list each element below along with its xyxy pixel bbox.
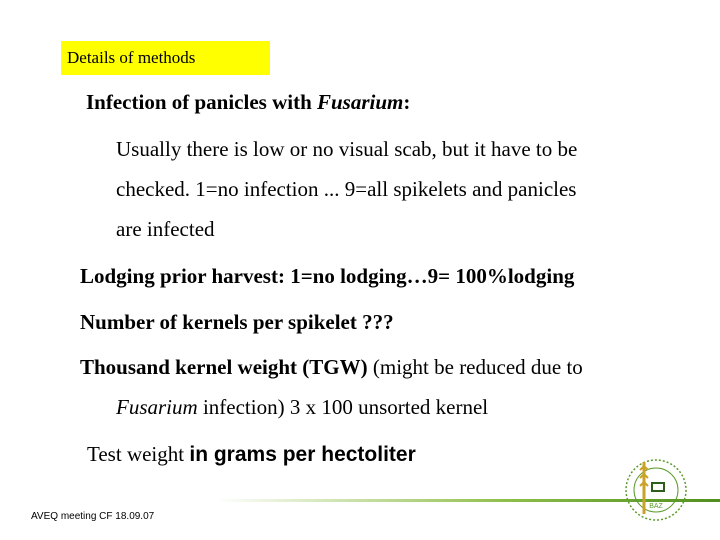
svg-text:BAZ: BAZ — [649, 503, 663, 510]
tgw-bold: Thousand kernel weight (TGW) — [80, 355, 368, 379]
test-weight-suffix: in grams per hectoliter — [189, 443, 416, 466]
test-weight-line — [87, 442, 416, 467]
section-label: Details of methods — [67, 48, 196, 67]
infection-heading-italic: Fusarium — [317, 90, 404, 114]
infection-heading — [86, 90, 410, 115]
kernels-line: Number of kernels per spikelet ??? — [80, 310, 394, 334]
tgw-line-2-rest: infection) 3 x 100 unsorted kernel — [197, 395, 489, 419]
infection-line-1: Usually there is low or no visual scab, but it have to be — [116, 137, 578, 161]
infection-line-2: checked. 1=no infection ... 9=all spikelets and panicles — [116, 177, 577, 201]
infection-line-3: are infected — [116, 217, 215, 241]
tgw-line-2 — [116, 395, 488, 420]
footer-accent-bar — [0, 499, 720, 502]
tgw-line-1 — [80, 355, 583, 380]
test-weight-prefix: Test weight — [87, 442, 190, 466]
tgw-rest: (might be reduced due to — [367, 355, 583, 379]
infection-heading-suffix: : — [403, 90, 411, 114]
lodging-line: Lodging prior harvest: 1=no lodging…9= 100%lodging — [80, 264, 575, 288]
baz-seal-icon — [620, 450, 692, 530]
tgw-italic: Fusarium — [116, 395, 198, 419]
infection-heading-prefix: Infection of panicles with — [86, 90, 317, 114]
footer-text: AVEQ meeting CF 18.09.07 — [31, 511, 155, 522]
